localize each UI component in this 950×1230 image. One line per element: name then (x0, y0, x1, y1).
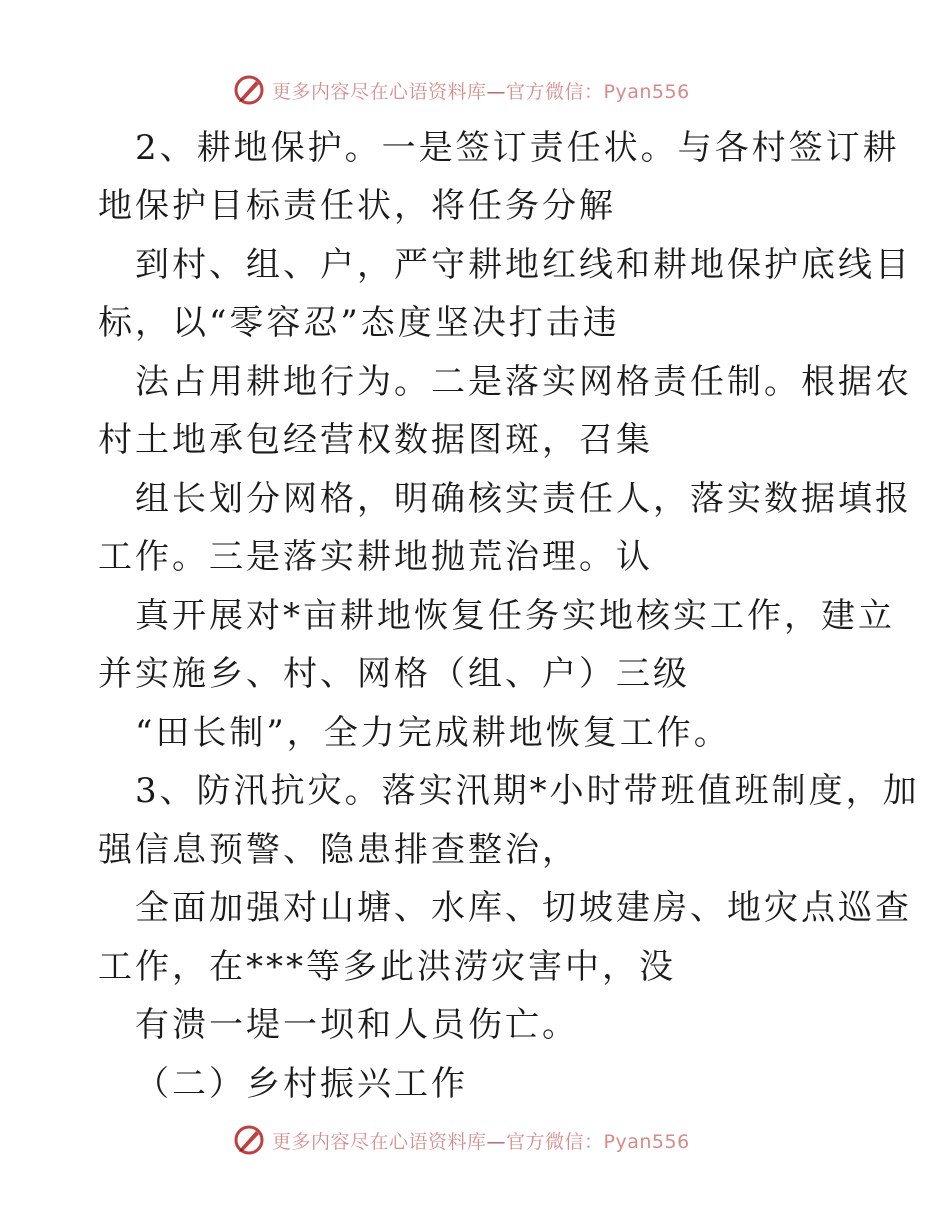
pen-logo-icon (232, 1123, 266, 1157)
paragraph-line: 3、防汛抗灾。落实汛期*小时带班值班制度，加 (135, 771, 920, 811)
paragraph-line: 真开展对*亩耕地恢复任务实地核实工作，建立 (135, 596, 895, 636)
watermark-text: 更多内容尽在心语资料库—官方微信：Pyan556 (272, 1130, 690, 1153)
paragraph-line: 工作。三是落实耕地抛荒治理。认 (98, 537, 653, 577)
paragraph-line: 组长划分网格，明确核实责任人，落实数据填报 (135, 479, 912, 519)
paragraph-line: “田长制”，全力完成耕地恢复工作。 (135, 713, 731, 753)
paragraph-line: 并实施乡、村、网格（组、户）三级 (98, 654, 690, 694)
paragraph-line: 全面加强对山塘、水库、切坡建房、地灾点巡查 (135, 888, 912, 928)
paragraph-line: 有溃一堤一坝和人员伤亡。 (135, 1005, 579, 1045)
paragraph-line: 法占用耕地行为。二是落实网格责任制。根据农 (135, 362, 912, 402)
paragraph-line: 地保护目标责任状，将任务分解 (98, 186, 616, 226)
header-watermark (232, 70, 752, 110)
footer-watermark (232, 1120, 752, 1160)
watermark-text: 更多内容尽在心语资料库—官方微信：Pyan556 (272, 80, 690, 103)
paragraph-line: 工作，在***等多此洪涝灾害中，没 (98, 947, 676, 987)
paragraph-line: 强信息预警、隐患排查整治， (98, 830, 579, 870)
section-heading: （二）乡村振兴工作 (135, 1064, 468, 1104)
paragraph-line: 村土地承包经营权数据图斑，召集 (98, 420, 653, 460)
paragraph-line: 标，以“零容忍”态度坚决打击违 (98, 303, 620, 343)
paragraph-line: 2、耕地保护。一是签订责任状。与各村签订耕 (135, 128, 900, 168)
paragraph-line: 到村、组、户，严守耕地红线和耕地保护底线目 (135, 245, 912, 285)
pen-logo-icon (232, 73, 266, 107)
